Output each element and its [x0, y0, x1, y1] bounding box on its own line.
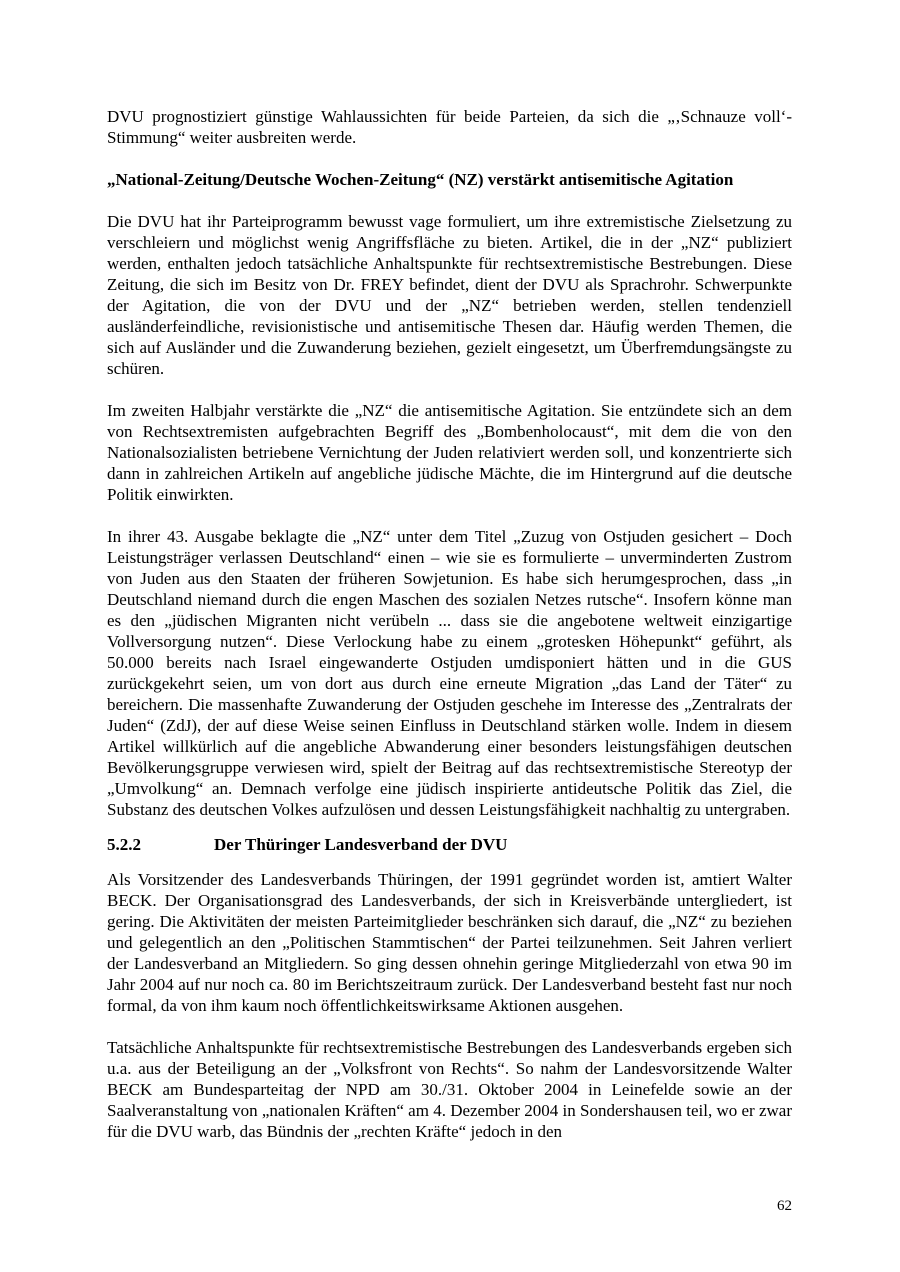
paragraph-nz-1: Die DVU hat ihr Parteiprogramm bewusst vage formuliert, um ihre extremistische Zielsetzung zu verschleiern und möglichst wenig Angriffsfläche zu bieten. Artikel, die in der „NZ“ publiziert werden, enthalten jedoch tatsächliche Anhaltspunkte für rechtsextremistische Bestrebungen. Diese Zeitung, die sich im Besitz von Dr. FREY befindet, dient der DVU als Sprachrohr. Schwerpunkte der Agitation, die von der DVU und der „NZ“ betrieben werden, stellen tendenziell ausländerfeindliche, revisionistische und antisemitische Thesen dar. Häufig werden Themen, die sich auf Ausländer und die Zuwanderung beziehen, gezielt eingesetzt, um Überfremdungsängste zu schüren. [107, 212, 792, 378]
section-title: Der Thüringer Landesverband der DVU [214, 835, 508, 854]
section-number: 5.2.2 [107, 835, 141, 854]
document-body [107, 106, 792, 1142]
page-number: 62 [777, 1198, 792, 1214]
paragraph-section-2: Tatsächliche Anhaltspunkte für rechtsextremistische Bestrebungen des Landesverbands ergeben sich u.a. aus der Beteiligung an der „Volksfront von Rechts“. So nahm der Landesvorsitzende Walter BECK am Bundesparteitag der NPD am 30./31. Oktober 2004 in Leinefelde sowie an der Saalveranstaltung von „nationalen Kräften“ am 4. Dezember 2004 in Sondershausen teil, wo er zwar für die DVU warb, das Bündnis der „rechten Kräfte“ jedoch in den [107, 1038, 792, 1141]
subheading-nz-agitation: „National-Zeitung/Deutsche Wochen-Zeitung“ (NZ) verstärkt antisemitische Agitation [107, 170, 734, 189]
paragraph-nz-2: Im zweiten Halbjahr verstärkte die „NZ“ die antisemitische Agitation. Sie entzündete sich an dem von Rechtsextremisten aufgebrachten Begriff des „Bombenholocaust“, mit dem die von den Nationalsozialisten betriebene Vernichtung der Juden relativiert werden soll, und konzentrierte sich dann in zahlreichen Artikeln auf angebliche jüdische Mächte, die im Hintergrund auf die deutsche Politik einwirkten. [107, 401, 792, 504]
section-heading [107, 834, 792, 855]
paragraph-nz-3: In ihrer 43. Ausgabe beklagte die „NZ“ unter dem Titel „Zuzug von Ostjuden gesichert – Doch Leistungsträger verlassen Deutschland“ einen – wie sie es formulierte – unverminderten Zustrom von Juden aus den Staaten der früheren Sowjetunion. Es habe sich herumgesprochen, dass „in Deutschland niemand durch die engen Maschen des sozialen Netzes rutsche“. Insofern könne man es den „jüdischen Migranten nicht verübeln ... dass sie die angebotene weltweit einzigartige Vollversorgung nutzen“. Diese Verlockung habe zu einem „grotesken Höhepunkt“ geführt, als 50.000 bereits nach Israel eingewanderte Ostjuden umdisponiert hätten und in die GUS zurückgekehrt seien, um von dort aus durch eine erneute Migration „das Land der Täter“ zu bereichern. Die massenhafte Zuwanderung der Ostjuden geschehe im Interesse des „Zentralrats der Juden“ (ZdJ), der auf diese Weise seinen Einfluss in Deutschland stärken wolle. Indem in diesem Artikel willkürlich auf die angebliche Abwanderung einer besonders leistungsfähigen deutschen Bevölkerungsgruppe verwiesen wird, spielt der Beitrag auf das rechtsextremistische Stereotyp der „Umvolkung“ an. Demnach verfolge eine jüdisch inspirierte antideutsche Politik das Ziel, die Substanz des deutschen Volkes aufzulösen und dessen Leistungsfähigkeit nachhaltig zu untergraben. [107, 527, 792, 819]
paragraph-section-1: Als Vorsitzender des Landesverbands Thüringen, der 1991 gegründet worden ist, amtiert Walter BECK. Der Organisationsgrad des Landesverbands, der sich in Kreisverbände untergliedert, ist gering. Die Aktivitäten der meisten Parteimitglieder beschränken sich darauf, die „NZ“ zu beziehen und gelegentlich an den „Politischen Stammtischen“ der Partei teilzunehmen. Seit Jahren verliert der Landesverband an Mitgliedern. So ging dessen ohnehin geringe Mitgliederzahl von etwa 90 im Jahr 2004 auf nur noch ca. 80 im Berichtszeitraum zurück. Der Landesverband besteht fast nur noch formal, da von ihm kaum noch öffentlichkeitswirksame Aktionen ausgehen. [107, 870, 792, 1015]
intro-paragraph: DVU prognostiziert günstige Wahlaussichten für beide Parteien, da sich die „‚Schnauze voll‘-Stimmung“ weiter ausbreiten werde. [107, 107, 792, 147]
